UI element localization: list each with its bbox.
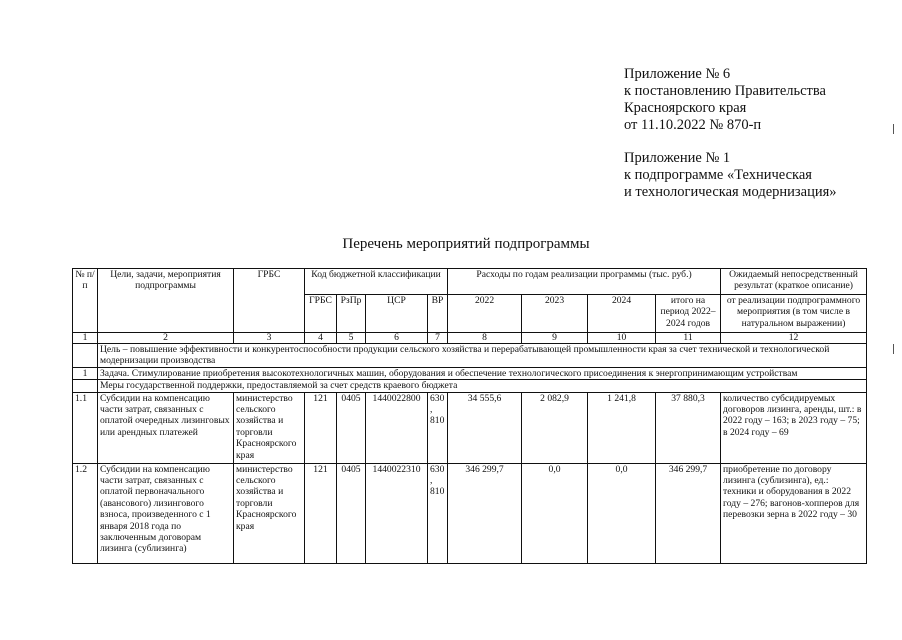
header-result-sub: от реализации подпрограммного мероприятия (в том числе в натуральном выражении) — [721, 295, 867, 333]
appendix-line: Приложение № 1 — [624, 150, 731, 166]
task-row — [73, 367, 867, 379]
header-expenses-group: Расходы по годам реализации программы (тыс. руб.) — [448, 269, 721, 295]
row-result: количество субсидируемых договоров лизинга, аренды, шт.: в 2022 году – 163; в 2023 году – 75; в 2024 году – 69 — [721, 392, 867, 463]
header-result: Ожидаемый непосредственный результат (краткое описание) — [721, 269, 867, 295]
index-cell: 3 — [234, 333, 305, 344]
appendix-line: и технологическая модернизация» — [624, 184, 837, 200]
header-goals: Цели, задачи, мероприятия подпрограммы — [98, 269, 234, 333]
row-vr: 630, 810 — [428, 463, 448, 563]
header-year-2023: 2023 — [522, 295, 588, 333]
row-y2024: 1 241,8 — [588, 392, 656, 463]
table-row — [73, 392, 867, 463]
row-csr: 1440022800 — [366, 392, 428, 463]
row-name: Субсидии на компенсацию части затрат, связанных с оплатой очередных лизинговых или арендных платежей — [98, 392, 234, 463]
appendix-line: от 11.10.2022 № 870-п — [624, 117, 762, 133]
row-total: 346 299,7 — [656, 463, 721, 563]
row-name: Субсидии на компенсацию части затрат, связанных с оплатой первоначального (авансового) лизингового взноса, произведенного с 1 января 2018 года по заключенным договорам лизинга (сублизинга) — [98, 463, 234, 563]
row-grbs-name: министерство сельского хозяйства и торговли Красноярского края — [234, 392, 305, 463]
index-cell: 2 — [98, 333, 234, 344]
row-total: 37 880,3 — [656, 392, 721, 463]
goal-row — [73, 344, 867, 368]
index-cell: 4 — [305, 333, 337, 344]
row-num: 1.1 — [73, 392, 98, 463]
header-code-grbs: ГРБС — [305, 295, 337, 333]
appendix-main — [624, 66, 826, 134]
row-num: 1.2 — [73, 463, 98, 563]
row-result: приобретение по договору лизинга (сублизинга), ед.: техники и оборудования в 2022 году – 276; вагонов-хопперов для перевозки зерна в 2022 году – 30 — [721, 463, 867, 563]
index-cell: 1 — [73, 333, 98, 344]
header-code-csr: ЦСР — [366, 295, 428, 333]
header-num: № п/п — [73, 269, 98, 333]
index-row — [73, 333, 867, 344]
row-grbs: 121 — [305, 392, 337, 463]
row-y2022: 346 299,7 — [448, 463, 522, 563]
index-cell: 9 — [522, 333, 588, 344]
row-grbs-name: министерство сельского хозяйства и торговли Красноярского края — [234, 463, 305, 563]
goal-text: Цель – повышение эффективности и конкурентоспособности продукции сельского хозяйства и перерабатывающей промышленности края за счет технической и технологической модернизации производства — [98, 344, 867, 368]
index-cell: 11 — [656, 333, 721, 344]
empty-cell — [73, 344, 98, 368]
header-year-2022: 2022 — [448, 295, 522, 333]
index-cell: 6 — [366, 333, 428, 344]
appendix-sub — [624, 150, 837, 201]
scan-mark — [893, 344, 894, 354]
appendix-line: к постановлению Правительства — [624, 83, 826, 99]
row-csr: 1440022310 — [366, 463, 428, 563]
row-y2022: 34 555,6 — [448, 392, 522, 463]
header-grbs: ГРБС — [234, 269, 305, 333]
index-cell: 8 — [448, 333, 522, 344]
measures-row — [73, 380, 867, 392]
appendix-line: к подпрограмме «Техническая — [624, 167, 812, 183]
row-rzpr: 0405 — [337, 392, 366, 463]
row-grbs: 121 — [305, 463, 337, 563]
appendix-line: Приложение № 6 — [624, 66, 731, 82]
task-text: Задача. Стимулирование приобретения высокотехнологичных машин, оборудования и обеспечение технологического присоединения к энергопринимающим устройствам — [98, 367, 867, 379]
index-cell: 12 — [721, 333, 867, 344]
row-rzpr: 0405 — [337, 463, 366, 563]
header-total: итого на период 2022–2024 годов — [656, 295, 721, 333]
index-cell: 5 — [337, 333, 366, 344]
row-y2023: 2 082,9 — [522, 392, 588, 463]
empty-cell — [73, 380, 98, 392]
index-cell: 7 — [428, 333, 448, 344]
header-year-2024: 2024 — [588, 295, 656, 333]
measures-table — [72, 268, 867, 564]
header-code-group: Код бюджетной классификации — [305, 269, 448, 295]
table-row — [73, 463, 867, 563]
row-y2024: 0,0 — [588, 463, 656, 563]
header-code-vr: ВР — [428, 295, 448, 333]
header-code-rzpr: РзПр — [337, 295, 366, 333]
task-num: 1 — [73, 367, 98, 379]
appendix-line: Красноярского края — [624, 100, 747, 116]
measures-text: Меры государственной поддержки, предоставляемой за счет средств краевого бюджета — [98, 380, 867, 392]
scan-mark — [893, 124, 894, 134]
row-vr: 630, 810 — [428, 392, 448, 463]
row-y2023: 0,0 — [522, 463, 588, 563]
document-title: Перечень мероприятий подпрограммы — [342, 236, 590, 252]
index-cell: 10 — [588, 333, 656, 344]
